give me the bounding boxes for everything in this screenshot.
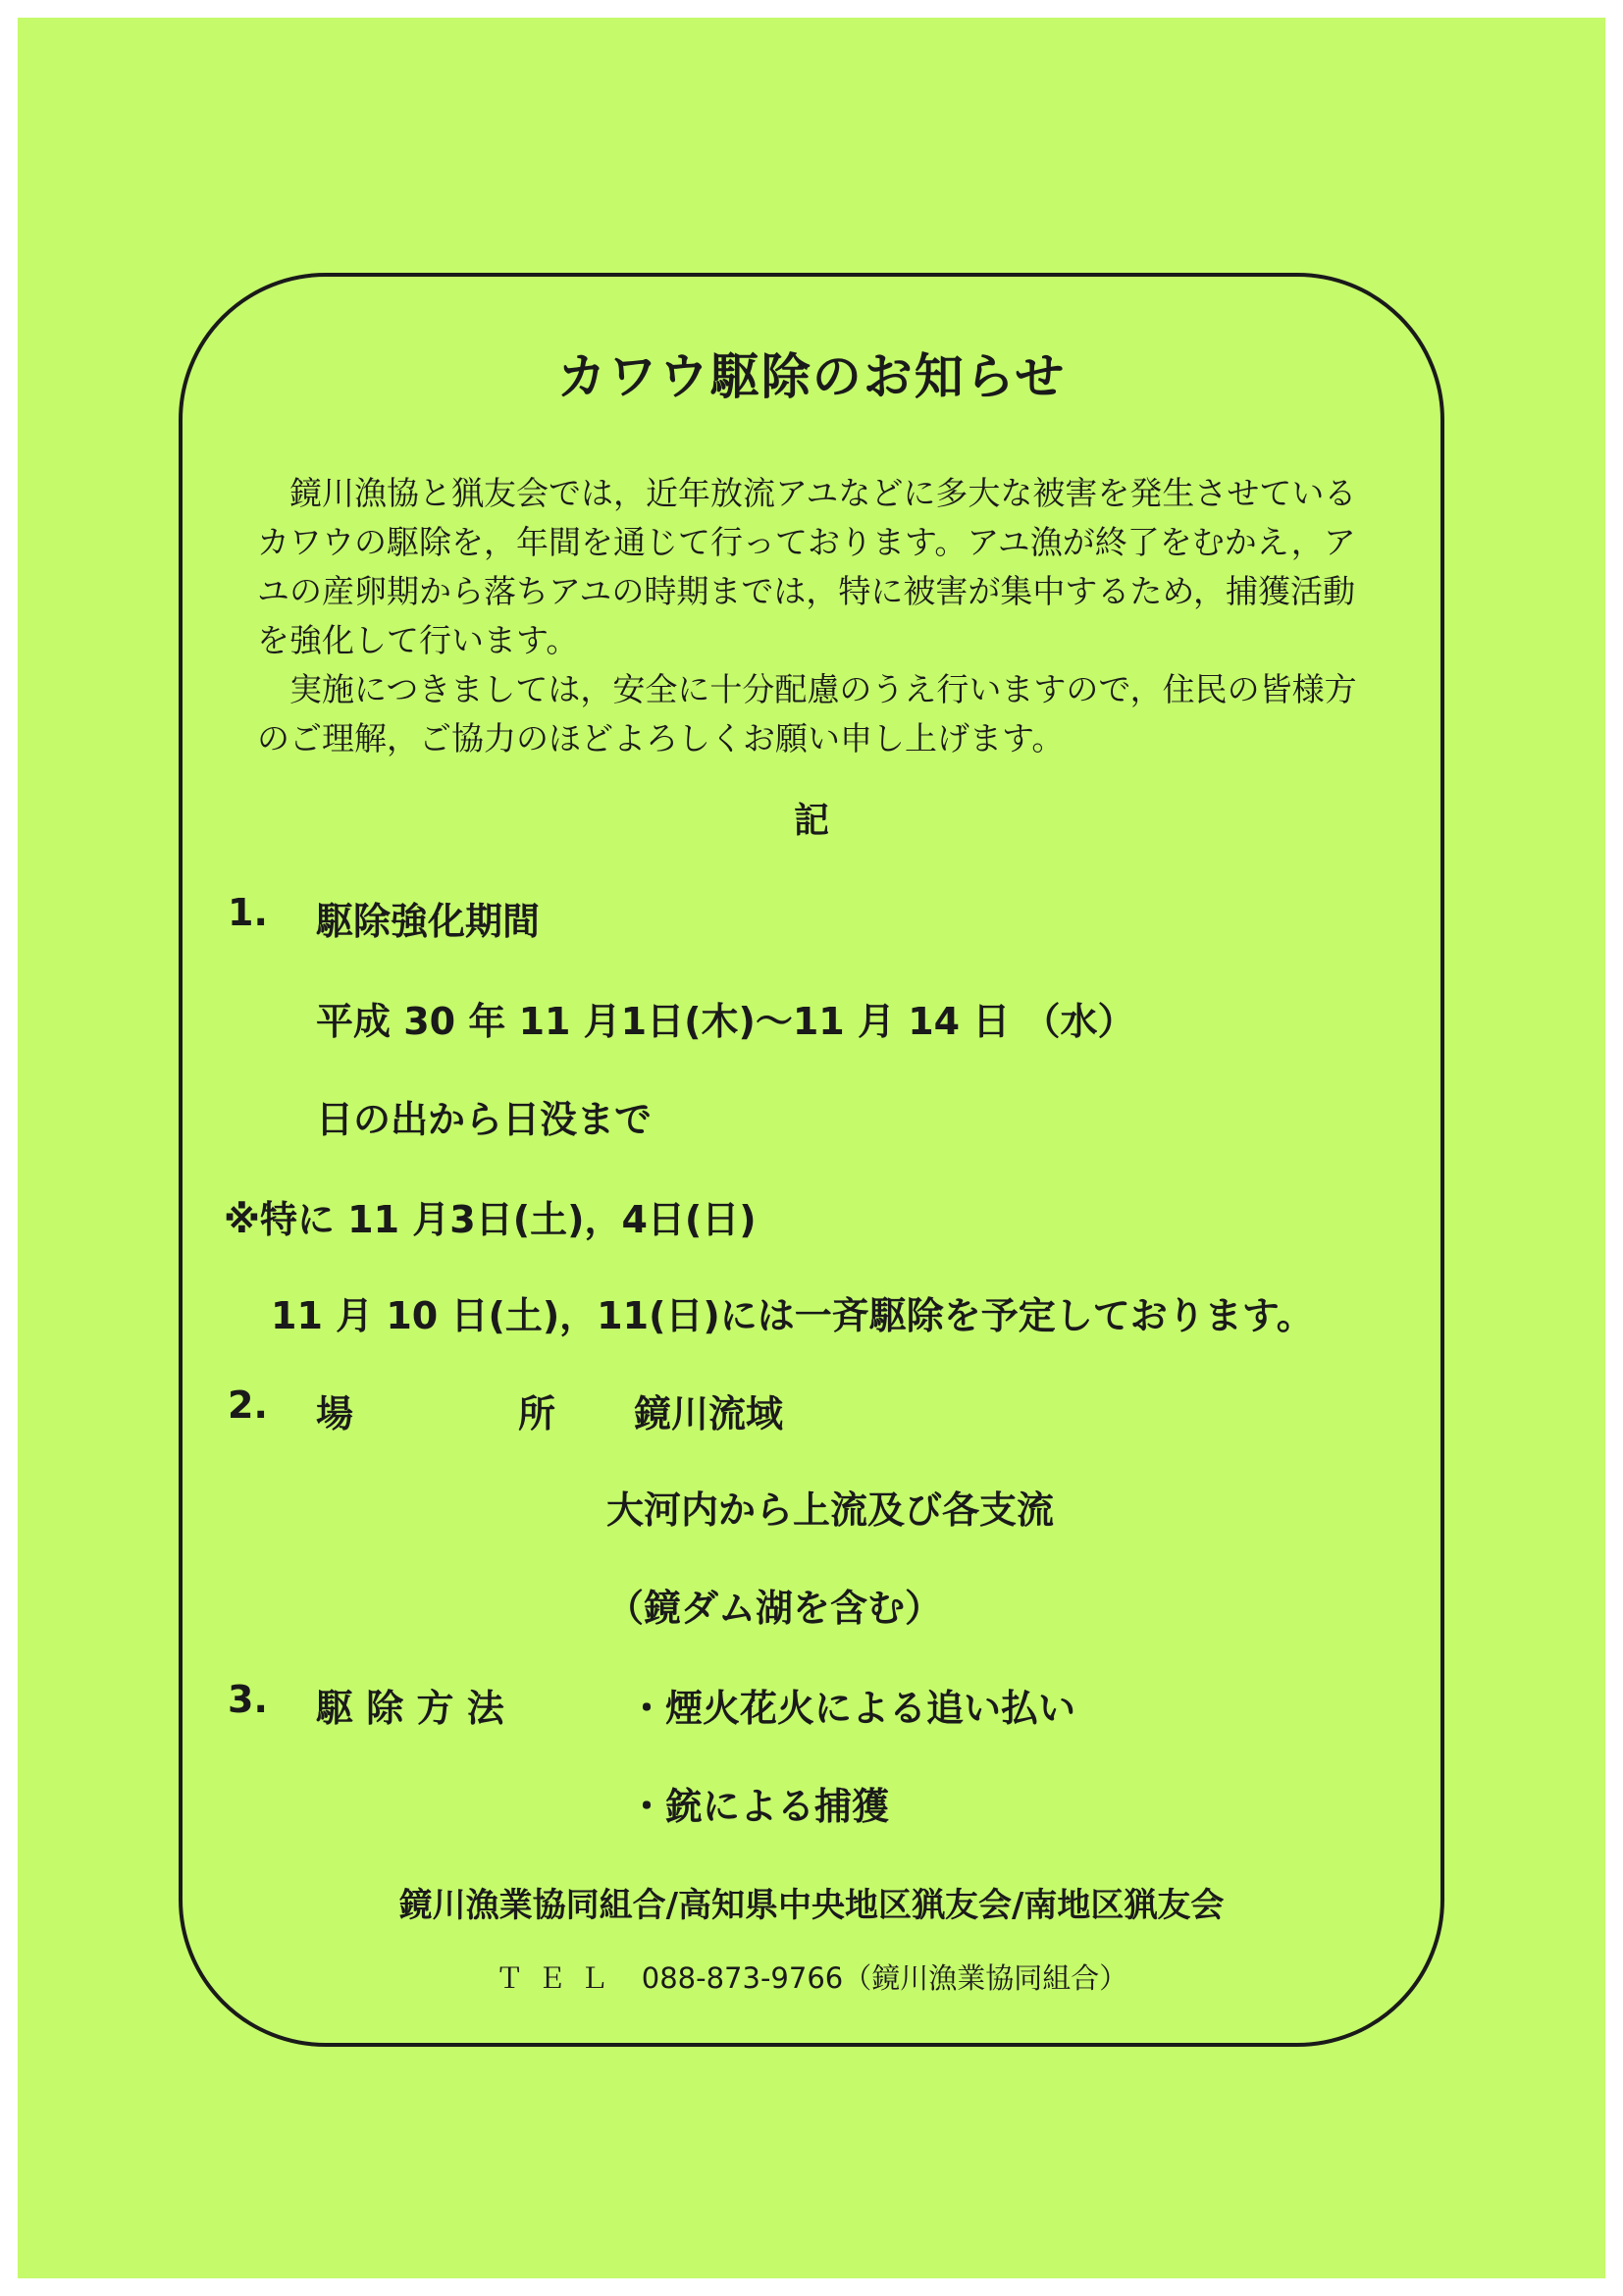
intro-paragraph-1: 鏡川漁協と猟友会では，近年放流アユなどに多大な被害を発生させているカワウの駆除を，年間を通じて行っております。アユ漁が終了をむかえ，アユの産卵期から落ちアユの時期までは，特に被害が集中するため，捕獲活動を強化して行います。: [257, 474, 1357, 659]
intro-text: [257, 469, 1386, 763]
section2-value-2: 大河内から上流及び各支流: [606, 1488, 1055, 1532]
intro-paragraph-2: 実施につきましては，安全に十分配慮のうえ行いますので，住民の皆様方のご理解，ご協力のほどよろしくお願い申し上げます。: [257, 670, 1357, 757]
ki-heading: 記: [793, 801, 829, 841]
section3-method-1: ・煙火花火による追い払い: [628, 1687, 1076, 1730]
section1-period: 平成 30 年 11 月1日(木)～11 月 14 日 （水）: [316, 1000, 1135, 1043]
section2-number: 2.: [228, 1383, 268, 1427]
tel-number: 088-873-9766（鏡川漁業協同組合）: [641, 1961, 1128, 1995]
section3-number: 3.: [228, 1678, 268, 1721]
section1-special-detail: 11 月 10 日(土)，11(日)には一斉駆除を予定しております。: [271, 1294, 1314, 1337]
section1-number: 1.: [228, 891, 268, 934]
section2-value-1: 鏡川流域: [634, 1392, 784, 1435]
section2-label-a: 場: [316, 1392, 354, 1435]
section1-heading: 駆除強化期間: [316, 900, 541, 943]
footer-contact: [0, 1957, 1623, 1997]
footer-organizations: 鏡川漁業協同組合/高知県中央地区猟友会/南地区猟友会: [398, 1886, 1225, 1925]
notice-title: カワウ駆除のお知らせ: [556, 348, 1067, 405]
section1-special: ※特に 11 月3日(土)，4日(日): [224, 1198, 757, 1241]
section2-value-3: （鏡ダム湖を含む）: [606, 1587, 943, 1630]
section1-hours: 日の出から日没まで: [316, 1098, 653, 1141]
section2-label-b: 所: [518, 1392, 556, 1435]
tel-label: ＴＥＬ: [495, 1961, 622, 1995]
section3-method-2: ・銃による捕獲: [628, 1785, 890, 1828]
section3-label: 駆 除 方 法: [316, 1687, 504, 1730]
